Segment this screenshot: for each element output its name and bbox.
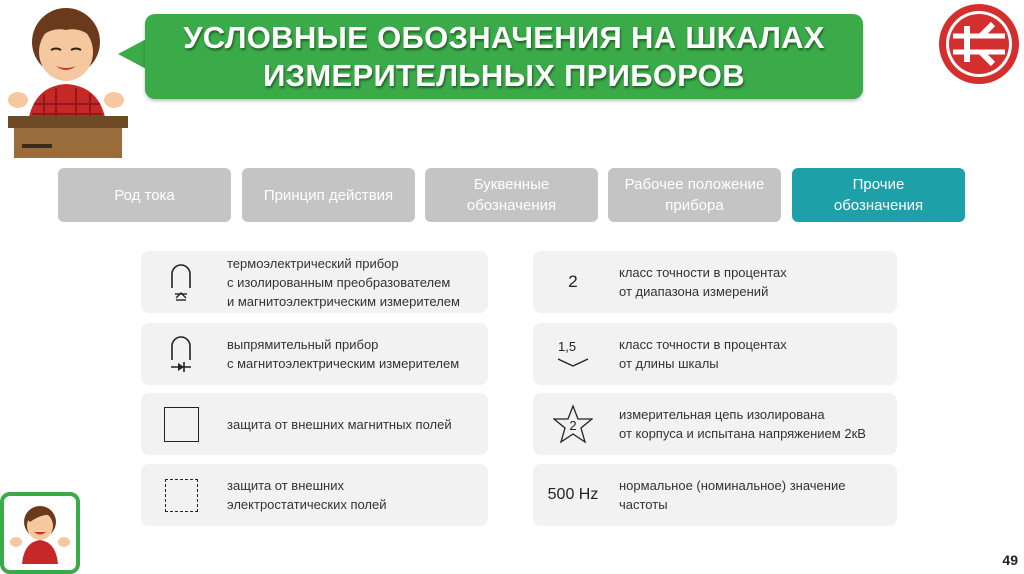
thermoelectric-insulated-icon [141,251,221,313]
solid-square-icon [141,393,221,455]
item-description: класс точности в процентах от диапазона измерений [619,265,787,299]
dashed-square-icon [141,464,221,526]
mascot-thumbnail [0,492,80,574]
tab-current-type[interactable]: Род тока [58,168,231,222]
item-description: измерительная цепь изолирована от корпуса и испытана напряжением 2кВ [619,407,866,441]
tab-letter-designations[interactable]: Буквенные обозначения [425,168,598,222]
tab-other-designations[interactable]: Прочие обозначения [792,168,965,222]
page-number: 49 [1002,552,1018,568]
list-item [533,464,897,526]
list-item [141,323,488,385]
list-item [141,464,488,526]
tab-operating-principle[interactable]: Принцип действия [242,168,415,222]
page-title [145,14,863,99]
tab-working-position[interactable]: Рабочее положение прибора [608,168,781,222]
item-description: защита от внешних магнитных полей [227,416,452,432]
list-item [533,251,897,313]
title-line-1: УСЛОВНЫЕ ОБОЗНАЧЕНИЯ НА ШКАЛАХ [183,19,825,55]
rectifier-icon [141,323,221,385]
item-description: нормальное (номинальное) значение частоты [619,478,846,512]
accuracy-class-range-symbol: 2 [568,272,578,291]
item-description: термоэлектрический прибор с изолированным преобразователем и магнитоэлектрическим измерителем [227,255,460,309]
item-description: защита от внешних электростатических полей [227,478,387,512]
mascot-illustration [4,4,134,159]
title-line-2: ИЗМЕРИТЕЛЬНЫХ ПРИБОРОВ [263,57,745,93]
item-description: класс точности в процентах от длины шкалы [619,337,787,371]
list-item [141,251,488,313]
list-item [533,323,897,385]
star-icon: 2 [533,393,613,455]
accuracy-class-scale-symbol: 1,5 [533,323,613,385]
list-item [533,393,897,455]
speech-bubble-tail [118,38,148,70]
logo-icon [937,2,1021,86]
frequency-symbol: 500 Hz [547,486,599,503]
item-description: выпрямительный прибор с магнитоэлектрическим измерителем [227,337,460,371]
list-item [141,393,488,455]
